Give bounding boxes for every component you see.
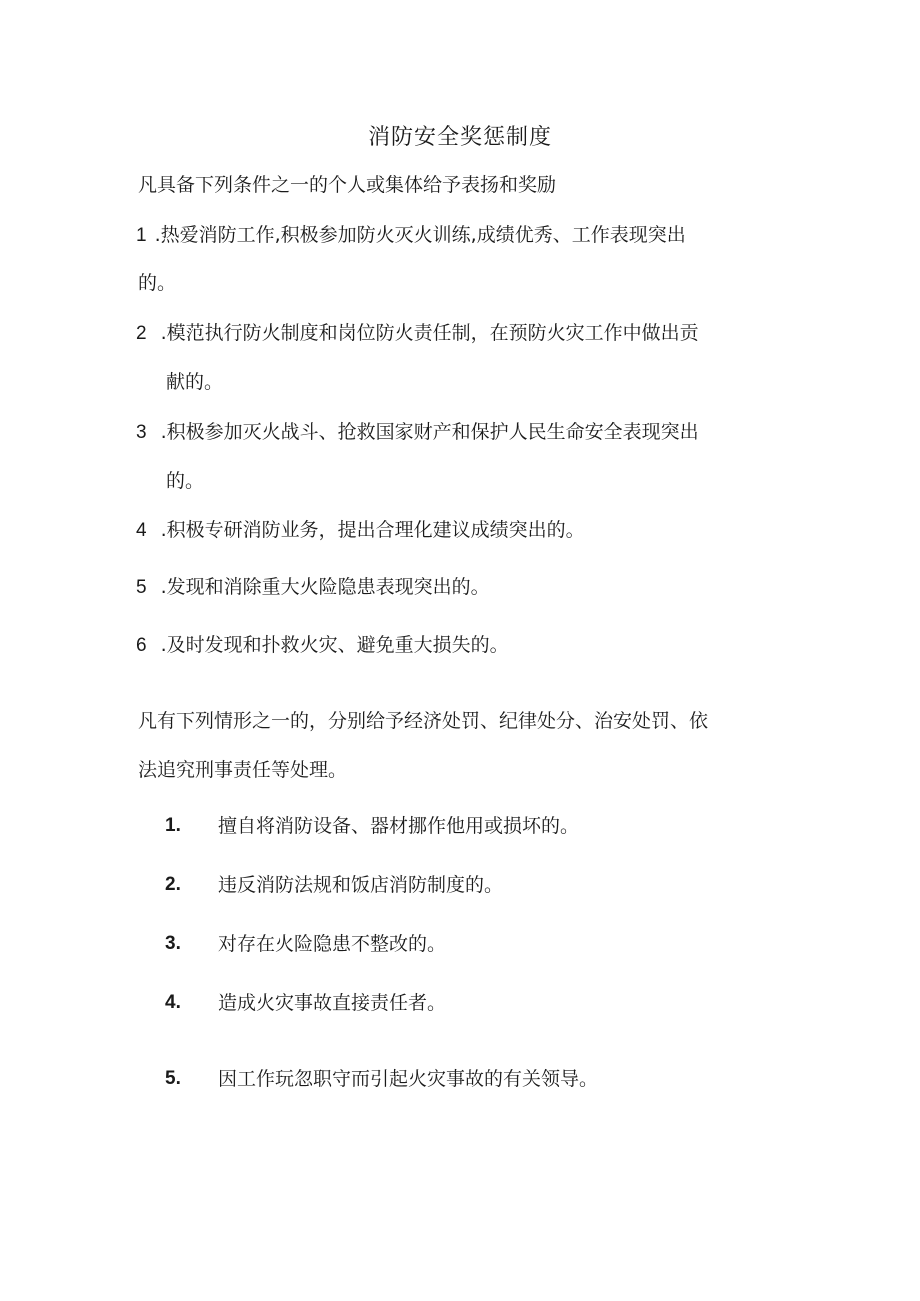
- reward-item-5-number: 5: [136, 577, 147, 598]
- reward-item-1-continuation: 的。: [138, 272, 177, 294]
- penalty-item-4-number: 4.: [165, 992, 181, 1013]
- reward-item-5-text: .发现和消除重大火险隐患表现突出的。: [160, 576, 490, 598]
- penalty-item-5-text: 因工作玩忽职守而引起火灾事故的有关领导。: [218, 1068, 599, 1090]
- penalty-item-3-text: 对存在火险隐患不整改的。: [218, 933, 447, 955]
- penalty-item-4-text: 造成火灾事故直接责任者。: [218, 992, 447, 1014]
- penalty-intro: 凡有下列情形之一的，分别给予经济处罚、纪律处分、治安处罚、依: [138, 710, 709, 732]
- reward-item-6-text: .及时发现和扑救火灾、避免重大损失的。: [160, 634, 509, 656]
- reward-item-2-text: .模范执行防火制度和岗位防火责任制，在预防火灾工作中做出贡: [160, 322, 699, 344]
- penalty-item-2-number: 2.: [165, 874, 181, 895]
- penalty-intro-continuation: 法追究刑事责任等处理。: [138, 759, 348, 781]
- reward-item-3-continuation: 的。: [166, 470, 205, 492]
- reward-item-3-number: 3: [136, 422, 147, 443]
- reward-item-5: [136, 572, 490, 603]
- reward-item-2-number: 2: [136, 323, 147, 344]
- reward-item-4-text: .积极专研消防业务，提出合理化建议成绩突出的。: [160, 519, 585, 541]
- reward-intro: 凡具备下列条件之一的个人或集体给予表扬和奖励: [138, 174, 557, 196]
- reward-item-3: [136, 417, 699, 448]
- reward-item-6: [136, 630, 509, 661]
- reward-item-4: [136, 515, 585, 546]
- document-title: 消防安全奖惩制度: [367, 125, 552, 150]
- reward-item-1: [136, 220, 686, 251]
- reward-item-6-number: 6: [136, 635, 147, 656]
- penalty-item-3-number: 3.: [165, 933, 181, 954]
- penalty-item-1-text: 擅自将消防设备、器材挪作他用或损坏的。: [218, 815, 580, 837]
- reward-item-3-text: .积极参加灭火战斗、抢救国家财产和保护人民生命安全表现突出: [160, 421, 699, 443]
- reward-item-4-number: 4: [136, 520, 147, 541]
- penalty-item-5-number: 5.: [165, 1068, 181, 1089]
- reward-item-1-text: .热爱消防工作,积极参加防火灭火训练,成绩优秀、工作表现突出: [154, 224, 686, 246]
- penalty-item-2-text: 违反消防法规和饭店消防制度的。: [218, 874, 504, 896]
- penalty-item-1-number: 1.: [165, 815, 181, 836]
- reward-item-2-continuation: 献的。: [166, 371, 224, 393]
- reward-item-1-number: 1: [136, 225, 147, 246]
- reward-item-2: [136, 318, 699, 349]
